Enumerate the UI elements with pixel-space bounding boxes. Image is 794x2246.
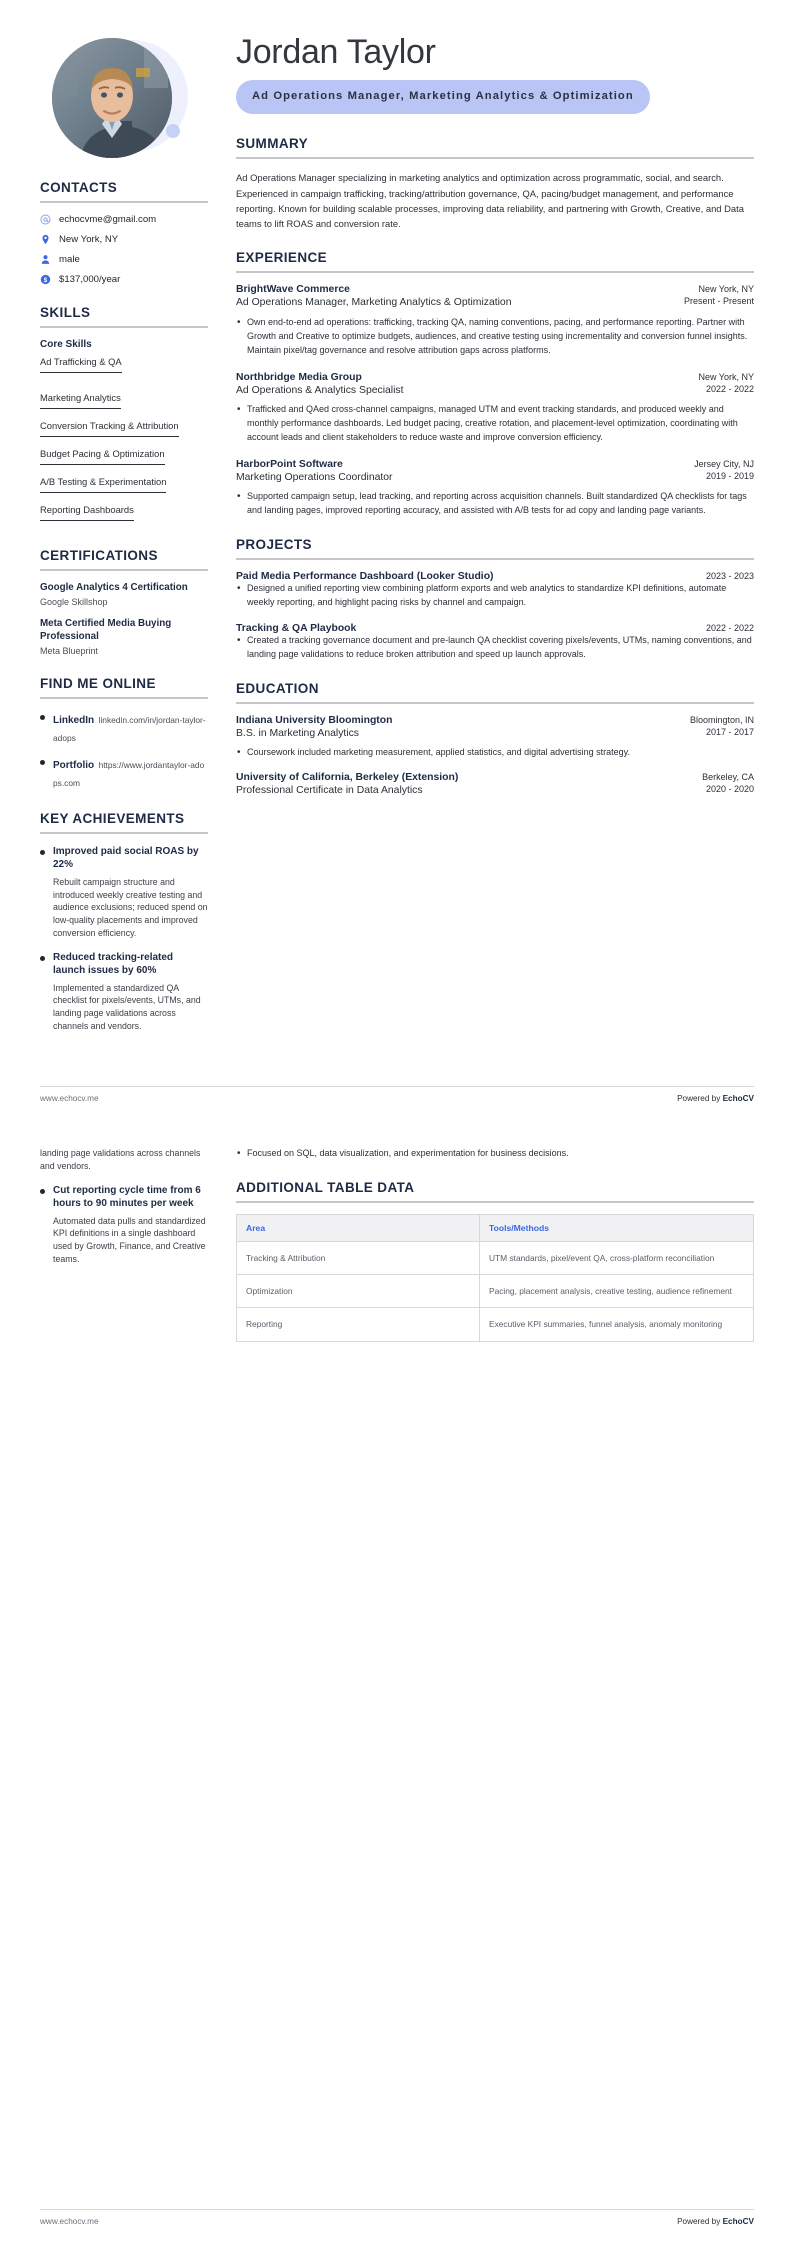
skill-tag: Reporting Dashboards: [40, 504, 134, 521]
footer-branding: [677, 1094, 754, 1103]
experience-bullet: • Supported campaign setup, lead tracking, and reporting across acquisition channels. Built standardized QA checklists for tags and landing pages, improved reporting accuracy, and assisted with A/B tests for ad copy and landing page variants.: [236, 490, 754, 518]
experience-item: [236, 284, 754, 357]
contacts-heading: CONTACTS: [40, 180, 118, 195]
salary-icon: [40, 274, 51, 285]
projects-section: [236, 537, 754, 662]
online-link-url: linkedin.com/in/jordan-taylor-adops: [53, 714, 206, 743]
online-link-linkedin[interactable]: [40, 710, 208, 746]
experience-role: Marketing Operations Coordinator: [236, 471, 393, 483]
svg-text:$: $: [43, 276, 48, 284]
key-achievements-section: [40, 811, 208, 1033]
education-item: [236, 772, 754, 799]
avatar-decoration-dot: [166, 124, 180, 138]
contact-salary: [40, 274, 208, 285]
main-column-continued: [230, 1147, 754, 1361]
project-bullets: [236, 634, 754, 662]
experience-company: BrightWave Commerce: [236, 284, 350, 296]
certifications-section: [40, 548, 208, 656]
experience-bullets: [236, 316, 754, 358]
experience-location: New York, NY: [698, 371, 754, 382]
achievement-description: Rebuilt campaign structure and introduced weekly creative testing and audience exclusions; reduced spend on low-quality placements and improved conversion efficiency.: [53, 876, 208, 938]
table-cell-area: Optimization: [237, 1275, 480, 1308]
skills-section: [40, 305, 208, 528]
education-location: Bloomington, IN: [689, 714, 754, 725]
table-row: [237, 1308, 754, 1341]
additional-table-heading: ADDITIONAL TABLE DATA: [236, 1179, 415, 1195]
table-cell-tools: Pacing, placement analysis, creative testing, audience refinement: [479, 1275, 753, 1308]
table-header-row: [237, 1214, 754, 1241]
experience-bullet: • Trafficked and QAed cross-channel campaigns, managed UTM and event tracking standards, and produced weekly and monthly performance dashboards. Led budget pacing, creative rotation, and placement-level optimization, coordinating with account leads and client stakeholders to reduce waste and improve conversion efficiency.: [236, 403, 754, 445]
experience-heading: EXPERIENCE: [236, 250, 328, 266]
certification-title: Google Analytics 4 Certification: [40, 582, 188, 593]
experience-bullet: • Own end-to-end ad operations: trafficking, tracking QA, naming conventions, pacing, and performance reporting. Partner with Growth and Creative to optimize budgets, audiences, and creative testing using incrementality and conversion funnel insights. Maintain pixel/tag governance and resolve attribution gaps across platforms.: [236, 316, 754, 358]
certification-issuer: Google Skillshop: [40, 596, 108, 607]
achievement-item: [40, 1184, 208, 1266]
bullet-icon: [40, 760, 45, 765]
job-title-badge: Ad Operations Manager, Marketing Analytics & Optimization: [236, 80, 650, 114]
experience-location: Jersey City, NJ: [694, 458, 754, 469]
table-row: [237, 1275, 754, 1308]
contact-gender: [40, 254, 208, 265]
experience-bullets: [236, 403, 754, 445]
education-degree: B.S. in Marketing Analytics: [236, 727, 360, 739]
education-location: Berkeley, CA: [702, 772, 754, 783]
experience-company: Northbridge Media Group: [236, 371, 362, 383]
contact-gender-value: male: [59, 254, 80, 265]
education-divider: [236, 702, 754, 704]
profile-photo: [52, 38, 172, 158]
experience-bullets: [236, 490, 754, 518]
footer-brand-name: EchoCV: [722, 2217, 754, 2226]
contact-location-value: New York, NY: [59, 234, 119, 245]
experience-role: Ad Operations Manager, Marketing Analytics & Optimization: [236, 297, 512, 309]
certifications-heading: CERTIFICATIONS: [40, 548, 158, 563]
skill-tag: Marketing Analytics: [40, 392, 121, 409]
summary-text: Ad Operations Manager specializing in marketing analytics and optimization across programmatic, social, and search. Experienced in campaign trafficking, tracking/attribution governance, QA, pacing/budget management, and performance reporting. Known for building scalable processes, improving data reliability, and partnering with Growth, Creative, and Data teams to lift ROAS and conversion rate.: [236, 172, 744, 230]
person-icon: [40, 254, 51, 265]
project-item: [236, 623, 754, 662]
additional-data-table: [236, 1214, 754, 1342]
email-icon: [40, 214, 51, 225]
achievement-description-continued: landing page validations across channels and vendors.: [40, 1148, 201, 1171]
achievement-title: Reduced tracking-related launch issues by 60%: [53, 951, 174, 977]
education-section: [236, 681, 754, 799]
experience-divider: [236, 271, 754, 273]
table-cell-tools: UTM standards, pixel/event QA, cross-platform reconciliation: [479, 1241, 753, 1274]
education-bullets: [236, 746, 754, 760]
summary-heading: SUMMARY: [236, 136, 309, 152]
achievement-description: Implemented a standardized QA checklist for pixels/events, UTMs, and landing page validations across channels and vendors.: [53, 982, 201, 1031]
experience-dates: 2022 - 2022: [705, 383, 754, 394]
footer-brand-name: EchoCV: [722, 1094, 754, 1103]
education-degree: Professional Certificate in Data Analytics: [236, 785, 423, 797]
table-cell-area: Reporting: [237, 1308, 480, 1341]
experience-dates: Present - Present: [683, 296, 754, 307]
achievement-description: Automated data pulls and standardized KPI definitions in a single dashboard used by Growth, Finance, and Creative teams.: [53, 1215, 206, 1264]
main-column: [230, 34, 754, 1053]
project-name: Tracking & QA Playbook: [236, 622, 357, 634]
project-bullets: [236, 582, 754, 610]
table-header-area: Area: [237, 1214, 480, 1241]
location-pin-icon: [40, 234, 51, 245]
summary-section: [236, 136, 754, 231]
bullet-icon: [40, 956, 45, 961]
table-header-tools: Tools/Methods: [479, 1214, 753, 1241]
find-me-online-section: [40, 676, 208, 791]
project-name: Paid Media Performance Dashboard (Looker Studio): [236, 570, 494, 582]
bullet-icon: [40, 850, 45, 855]
key-achievements-divider: [40, 832, 208, 834]
footer-powered-by-label: Powered by: [677, 1094, 723, 1103]
contacts-section: [40, 180, 208, 285]
summary-divider: [236, 157, 754, 159]
experience-company: HarborPoint Software: [236, 458, 343, 470]
bullet-icon: [40, 715, 45, 720]
avatar: [52, 38, 172, 158]
online-link-name: LinkedIn: [53, 714, 95, 726]
experience-dates: 2019 - 2019: [705, 470, 754, 481]
online-link-name: Portfolio: [53, 759, 95, 771]
table-row: [237, 1241, 754, 1274]
contacts-divider: [40, 201, 208, 203]
education-dates: 2017 - 2017: [705, 726, 754, 737]
skills-group-title: Core Skills: [40, 339, 92, 350]
skill-tag: Conversion Tracking & Attribution: [40, 420, 179, 437]
footer-website: www.echocv.me: [40, 2217, 99, 2226]
education-item: [236, 715, 754, 761]
project-item: [236, 571, 754, 610]
online-link-portfolio[interactable]: [40, 755, 208, 791]
skills-row-top: [40, 356, 208, 416]
page-title: Jordan Taylor: [236, 33, 436, 71]
projects-heading: PROJECTS: [236, 536, 312, 552]
project-bullet: • Designed a unified reporting view combining platform exports and web analytics to standardize KPI definitions, automate weekly reporting, and highlight pacing risks by channel and campaign.: [236, 582, 754, 610]
skill-tag: Ad Trafficking & QA: [40, 356, 122, 373]
certifications-divider: [40, 569, 208, 571]
key-achievements-heading: KEY ACHIEVEMENTS: [40, 810, 185, 826]
additional-table-divider: [236, 1201, 754, 1203]
certification-item: [40, 618, 208, 656]
skills-heading: SKILLS: [40, 305, 91, 320]
education-heading: EDUCATION: [236, 680, 319, 696]
achievement-item: [40, 845, 208, 940]
additional-table-section: [236, 1180, 754, 1342]
education-school: University of California, Berkeley (Extension): [236, 772, 459, 784]
certification-title: Meta Certified Media Buying Professional: [40, 617, 172, 642]
experience-item: [236, 459, 754, 518]
achievement-item: [40, 951, 208, 1033]
project-dates: 2022 - 2022: [705, 622, 754, 633]
page-footer: [40, 2209, 754, 2226]
education-bullet: • Coursework included marketing measurement, applied statistics, and digital advertising strategy.: [236, 746, 754, 760]
education-bullet: • Focused on SQL, data visualization, and experimentation for business decisions.: [236, 1147, 754, 1161]
education-bullets-continued: [236, 1147, 754, 1161]
footer-website: www.echocv.me: [40, 1094, 99, 1103]
contact-email[interactable]: [40, 214, 208, 225]
bullet-icon: [40, 1189, 45, 1194]
experience-role: Ad Operations & Analytics Specialist: [236, 384, 404, 396]
sidebar-continued: [40, 1147, 230, 1361]
find-me-online-heading: FIND ME ONLINE: [40, 675, 156, 691]
resume-page-2: [0, 1123, 794, 2246]
online-link-url: https://www.jordantaylor-adops.com: [53, 759, 205, 788]
find-me-online-divider: [40, 697, 208, 699]
footer-powered-by-label: Powered by: [677, 2217, 723, 2226]
skills-divider: [40, 326, 208, 328]
experience-section: [236, 250, 754, 518]
certification-issuer: Meta Blueprint: [40, 645, 99, 656]
education-school: Indiana University Bloomington: [236, 714, 393, 726]
experience-item: [236, 372, 754, 445]
table-cell-area: Tracking & Attribution: [237, 1241, 480, 1274]
sidebar: [40, 34, 230, 1053]
education-dates: 2020 - 2020: [705, 784, 754, 795]
experience-location: New York, NY: [698, 284, 754, 295]
skill-tag: A/B Testing & Experimentation: [40, 476, 166, 493]
project-dates: 2023 - 2023: [705, 570, 754, 581]
contact-salary-value: $137,000/year: [59, 274, 121, 285]
certification-item: [40, 582, 208, 607]
projects-divider: [236, 558, 754, 560]
footer-branding: [677, 2217, 754, 2226]
project-bullet: • Created a tracking governance document and pre-launch QA checklist covering pixels/events, UTMs, naming conventions, and landing page validations to reduce broken attribution and speed up launch approvals.: [236, 634, 754, 662]
achievement-title: Improved paid social ROAS by 22%: [53, 845, 199, 871]
achievement-title: Cut reporting cycle time from 6 hours to 90 minutes per week: [53, 1184, 201, 1209]
table-cell-tools: Executive KPI summaries, funnel analysis, anomaly monitoring: [479, 1308, 753, 1341]
page-footer: [40, 1086, 754, 1103]
contact-location: [40, 234, 208, 245]
skill-tag: Budget Pacing & Optimization: [40, 448, 165, 465]
contact-email-value: echocvme@gmail.com: [59, 214, 157, 225]
